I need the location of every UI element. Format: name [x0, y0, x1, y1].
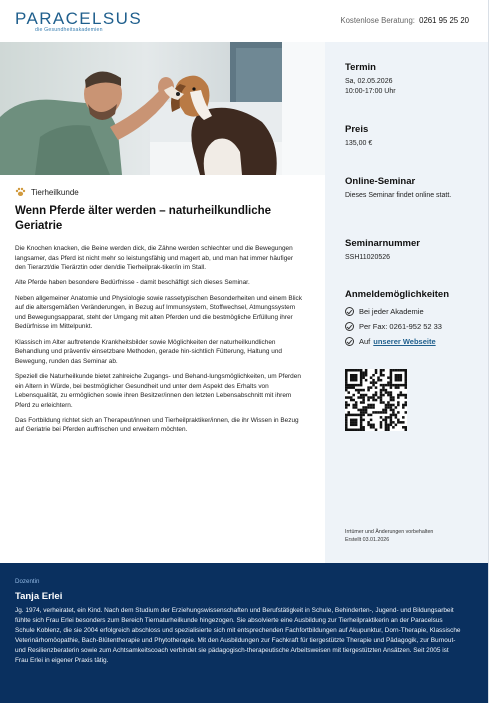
lecturer-name: Tanja Erlei	[15, 591, 63, 602]
seminarnummer-section	[345, 238, 480, 263]
vet-dog-high-five-photo	[0, 42, 325, 175]
description-paragraph: Neben allgemeiner Anatomie und Physiologie sowie rassetypischen Besonderheiten und einem Blick auf die altersgemäßen Veränderungen, in Bezug auf Immunsystem, Stoffwechsel, Atmungssystem und Bewegungsapparat, steht der Umgang mit alten Pferden und die bestmögliche Erfüllung ihrer Bedürfnisse im Mittelpunkt.	[15, 294, 302, 331]
anmeldung-item	[345, 319, 480, 334]
termin-time: 10:00-17:00 Uhr	[345, 87, 396, 95]
logo-wordmark: PARACELSUS	[15, 9, 143, 28]
paracelsus-logo[interactable]	[15, 10, 142, 34]
sidebar-note	[345, 528, 433, 545]
page-title: Wenn Pferde älter werden – naturheilkundliche Geriatrie	[15, 205, 272, 232]
paw-icon	[15, 187, 26, 197]
info-sidebar	[325, 42, 488, 563]
anmeldung-item-label: Bei jeder Akademie	[359, 307, 424, 316]
seminarnummer-value: SSH11020526	[345, 254, 391, 261]
description-paragraph: Klassisch im Alter auftretende Krankheitsbilder sowie Möglichkeiten der naturheilkundlichen Behandlung und präventiv einsetzbare Methoden, gerade hin-sichtlich Fütterung, Haltung und Bewegung, runden das Seminar ab.	[15, 338, 282, 365]
preis-value: 135,00 €	[345, 140, 373, 147]
category-label: Tierheilkunde	[31, 187, 79, 197]
lecturer-bio: Jg. 1974, verheiratet, ein Kind. Nach dem Studium der Erziehungswissenschaften und Berufstätigkeit in Schule, Behinderten-, Jugend- und Bildungsarbeit fühlte sich Frau Erlei besonders zum Bereich Tiernaturheilkunde hingezogen. Sie absolvierte eine Ausbildung zur Tierheilpraktikerin an der Paracelsus Schule Koblenz, die sie 2004 erfolgreich abschloss und spezialisierte sich mit entsprechenden Fachfortbildungen auf Akupunktur, Dorn-Therapie, Klassische Veterinärhomöopathie, Bach-Blütentherapie und Phytotherapie. Mit den Ausbildungen zur Fachkraft für tiergestützte Therapie und Pädagogik, zur Burnout- und Resilienzberaterin sowie zum Achtsamkeitscoach verbindet sie pädagogisch-therapeutische Arbeitsweisen mit tiergestützten Ansätzen. Seit 2005 ist Frau Erlei in eigener Praxis tätig.	[15, 607, 461, 665]
qr-code[interactable]	[345, 369, 407, 431]
termin-section	[345, 62, 480, 97]
qr-code-icon	[345, 369, 407, 431]
anmeldung-section	[345, 289, 480, 349]
description-paragraph: Alte Pferde haben besondere Bedürfnisse - damit beschäftigt sich dieses Seminar.	[15, 279, 250, 287]
anmeldung-heading: Anmeldemöglichkeiten	[345, 289, 449, 300]
description-paragraph: Das Fortbildung richtet sich an Therapeut/innen und Tierheilpraktiker/innen, die ihr Wissen in Bezug auf Geriatrie bei Pferden auffrischen und erweitern möchten.	[15, 416, 299, 434]
check-circle-icon	[345, 322, 354, 331]
termin-date: Sa, 02.05.2026	[345, 78, 393, 85]
lecturer-footer	[0, 563, 488, 703]
check-circle-icon	[345, 307, 354, 316]
consultation-info	[340, 16, 469, 25]
header	[0, 0, 493, 42]
category-row	[15, 187, 305, 197]
description-paragraph: Die Knochen knacken, die Beine werden dick, die Zähne werden schlechter und die Bewegungen langsamer, das Pferd ist nicht mehr so leistungsfähig und magert ab, und man hat immer häufiger den Tierarzt/die Tierärztin oder den/die Tierheilprak-tiker/in im Stall.	[15, 245, 294, 272]
website-link[interactable]: unserer Webseite	[373, 337, 436, 346]
anmeldung-item-label: Auf	[359, 337, 371, 346]
anmeldung-item	[345, 334, 480, 349]
description-paragraph: Speziell die Naturheilkunde bietet zahlreiche Zugangs- und Behand-lungsmöglichkeiten, um Pferden ein Altern in Würde, bei bestmöglicher Gesundheit und unter dem Aspekt des Erhalts von Lebensqualität, zu ermöglichen sowie ihren Besitzer/innen den letzten Lebensabschnitt mit ihrem Pferd zu erleichtern.	[15, 372, 301, 409]
online-heading: Online-Seminar	[345, 176, 416, 187]
created-date: Erstellt 03.01.2026	[345, 537, 390, 544]
disclaimer-text: Irrtümer und Änderungen vorbehalten	[345, 529, 434, 535]
preis-section	[345, 124, 480, 149]
hero-image	[0, 42, 325, 175]
lecturer-label: Dozentin	[15, 578, 40, 585]
main-content	[15, 187, 305, 441]
online-section	[345, 176, 480, 201]
seminarnummer-heading: Seminarnummer	[345, 238, 420, 249]
termin-heading: Termin	[345, 62, 376, 73]
anmeldung-item-label: Per Fax: 0261-952 52 33	[359, 322, 442, 331]
preis-heading: Preis	[345, 124, 369, 135]
online-text: Dieses Seminar findet online statt.	[345, 192, 452, 199]
anmeldung-item	[345, 304, 480, 319]
logo-subtitle: die Gesundheitsakademien	[35, 27, 103, 33]
consultation-label: Kostenlose Beratung:	[340, 16, 415, 25]
consultation-phone[interactable]: 0261 95 25 20	[419, 16, 469, 25]
check-circle-icon	[345, 337, 354, 346]
page-edge	[488, 0, 493, 703]
